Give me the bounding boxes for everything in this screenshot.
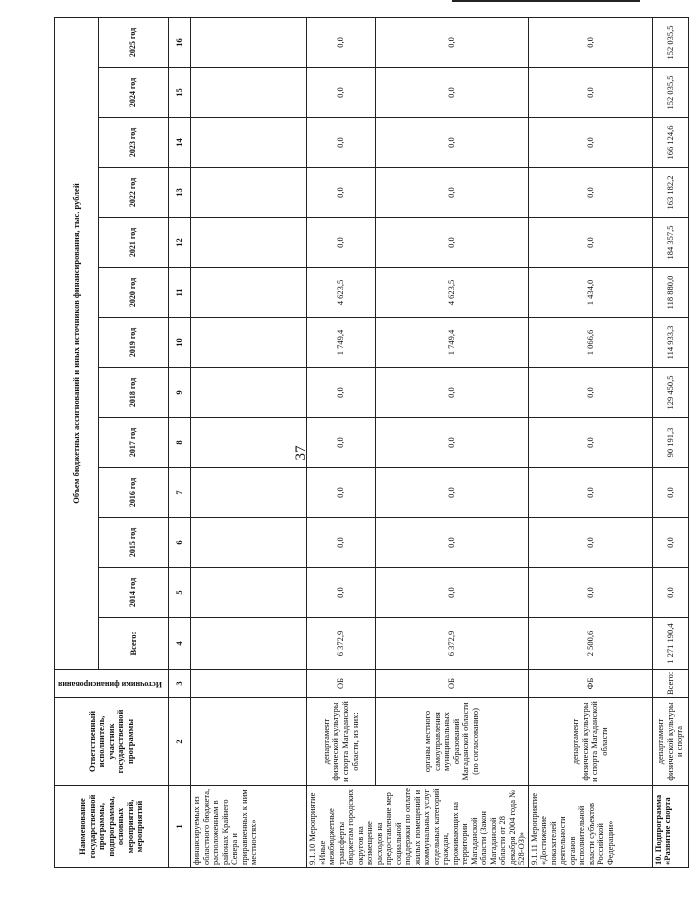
column-number: 8 [169, 418, 191, 468]
row-source: ОБ [307, 670, 376, 698]
header-year: 2014 год [99, 568, 169, 618]
row-value: 1 066,6 [528, 318, 652, 368]
funding-table [54, 17, 689, 868]
header-executor: Ответственный исполнитель, участник государственной программы [55, 698, 169, 786]
row-value [191, 168, 307, 218]
top-rule [452, 0, 640, 2]
header-year: 2024 год [99, 68, 169, 118]
row-value: 114 933,3 [652, 318, 688, 368]
rotated-table-container [54, 18, 685, 868]
row-name: 9.1.11 Мероприятие «Достижение показателей деятельности органов исполнительной власти субъектов Российской Федерации» [528, 786, 652, 868]
column-number: 16 [169, 17, 191, 67]
row-total: 2 500,6 [528, 618, 652, 670]
column-number: 11 [169, 268, 191, 318]
column-number: 10 [169, 318, 191, 368]
row-value: 0,0 [376, 468, 529, 518]
row-value [191, 68, 307, 118]
header-source [55, 670, 169, 698]
row-value: 0,0 [528, 568, 652, 618]
row-executor [191, 698, 307, 786]
column-number-row [169, 17, 191, 867]
row-total [191, 618, 307, 670]
header-funding-title: Объем бюджетных ассигнований и иных источников финансирования, тыс. рублей [55, 17, 99, 669]
row-value: 1 749,4 [376, 318, 529, 368]
row-value: 0,0 [376, 168, 529, 218]
column-number: 12 [169, 218, 191, 268]
row-value: 166 124,6 [652, 118, 688, 168]
header-name: Наименование государственной программы, подпрограммы, основных мероприятий, мероприятий [55, 786, 169, 868]
row-value [191, 468, 307, 518]
row-value: 0,0 [528, 468, 652, 518]
header-year: 2021 год [99, 218, 169, 268]
header-year: 2015 год [99, 518, 169, 568]
header-total: Всего: [99, 618, 169, 670]
header-year: 2018 год [99, 368, 169, 418]
row-value: 0,0 [376, 17, 529, 67]
row-value: 129 450,5 [652, 368, 688, 418]
row-value [191, 368, 307, 418]
row-value: 0,0 [376, 568, 529, 618]
row-value [191, 118, 307, 168]
row-value: 0,0 [528, 368, 652, 418]
row-value: 0,0 [307, 17, 376, 67]
row-source [191, 670, 307, 698]
row-value: 118 880,0 [652, 268, 688, 318]
row-value: 0,0 [376, 418, 529, 468]
row-value [191, 418, 307, 468]
row-value: 152 035,5 [652, 68, 688, 118]
row-name: финансируемых из областного бюджета, расположенным в районах Крайнего Севера и приравненных к ним местностях» [191, 786, 307, 868]
row-value: 0,0 [307, 368, 376, 418]
header-year: 2019 год [99, 318, 169, 368]
row-value: 0,0 [307, 568, 376, 618]
row-value: 1 749,4 [307, 318, 376, 368]
row-value: 0,0 [528, 518, 652, 568]
column-number: 13 [169, 168, 191, 218]
row-executor: органы местного самоуправления муниципальных образований Магаданской области (по согласованию) [376, 698, 529, 786]
row-executor: департамент физической культуры и спорта [652, 698, 688, 786]
row-value: 0,0 [307, 118, 376, 168]
column-number: 9 [169, 368, 191, 418]
row-value: 4 623,5 [307, 268, 376, 318]
row-executor: департамент физической культуры и спорта Магаданской области [528, 698, 652, 786]
row-value: 0,0 [528, 68, 652, 118]
column-number: 15 [169, 68, 191, 118]
row-value: 0,0 [376, 68, 529, 118]
row-source: ОБ [376, 670, 529, 698]
row-value: 0,0 [376, 218, 529, 268]
column-number: 14 [169, 118, 191, 168]
row-value: 0,0 [307, 218, 376, 268]
row-value [191, 568, 307, 618]
row-value: 163 182,2 [652, 168, 688, 218]
column-number: 7 [169, 468, 191, 518]
row-value: 0,0 [307, 168, 376, 218]
header-year: 2022 год [99, 168, 169, 218]
column-number: 1 [169, 786, 191, 868]
row-value: 90 191,3 [652, 418, 688, 468]
page-number: 37 [293, 445, 309, 461]
row-value: 0,0 [652, 468, 688, 518]
table-row [307, 17, 376, 867]
row-value [191, 518, 307, 568]
row-value: 0,0 [528, 168, 652, 218]
header-year: 2020 год [99, 268, 169, 318]
row-value: 0,0 [376, 518, 529, 568]
table-row [191, 17, 307, 867]
column-number: 6 [169, 518, 191, 568]
row-value [191, 318, 307, 368]
column-number: 5 [169, 568, 191, 618]
column-number: 2 [169, 698, 191, 786]
row-value: 0,0 [652, 568, 688, 618]
header-year: 2025 год [99, 17, 169, 67]
row-value: 0,0 [652, 518, 688, 568]
row-name: 10. Подпрограмма «Развитие спорта [652, 786, 688, 868]
table-row [376, 17, 529, 867]
table-row [528, 17, 652, 867]
row-value: 0,0 [376, 368, 529, 418]
column-number: 4 [169, 618, 191, 670]
row-value [191, 17, 307, 67]
table-row [652, 17, 688, 867]
row-value: 1 434,0 [528, 268, 652, 318]
row-source: ФБ [528, 670, 652, 698]
row-value: 0,0 [528, 17, 652, 67]
row-total: 6 372,9 [307, 618, 376, 670]
column-number: 3 [169, 670, 191, 698]
header-year: 2023 год [99, 118, 169, 168]
header-year: 2017 год [99, 418, 169, 468]
row-value: 0,0 [528, 218, 652, 268]
row-value: 0,0 [307, 518, 376, 568]
header-year: 2016 год [99, 468, 169, 518]
row-value: 0,0 [307, 68, 376, 118]
row-value: 0,0 [307, 468, 376, 518]
row-value: 0,0 [376, 118, 529, 168]
row-total: 6 372,9 [376, 618, 529, 670]
header-row-1 [55, 17, 99, 867]
row-source: Всего: [652, 670, 688, 698]
row-value: 0,0 [307, 418, 376, 468]
row-value: 184 357,5 [652, 218, 688, 268]
header-source-label: Источники финансирования [58, 679, 163, 689]
row-value: 0,0 [528, 418, 652, 468]
row-value [191, 268, 307, 318]
row-executor: департамент физической культуры и спорта Магаданской области, из них: [307, 698, 376, 786]
row-name: 9.1.10 Мероприятие «Иные межбюджетные трансферты бюджетам городских округов на возмещение расходов на предоставление мер социальной поддержки по оплате жилых помещений и коммунальных услуг отдельных категорий граждан, проживающих на территории Магаданской области (Закон Магаданской области от 28 декабря 2004 года № 528-ОЗ)» [307, 786, 529, 868]
row-value: 4 623,5 [376, 268, 529, 318]
row-total: 1 271 190,4 [652, 618, 688, 670]
row-value [191, 218, 307, 268]
row-value: 152 035,5 [652, 17, 688, 67]
row-value: 0,0 [528, 118, 652, 168]
